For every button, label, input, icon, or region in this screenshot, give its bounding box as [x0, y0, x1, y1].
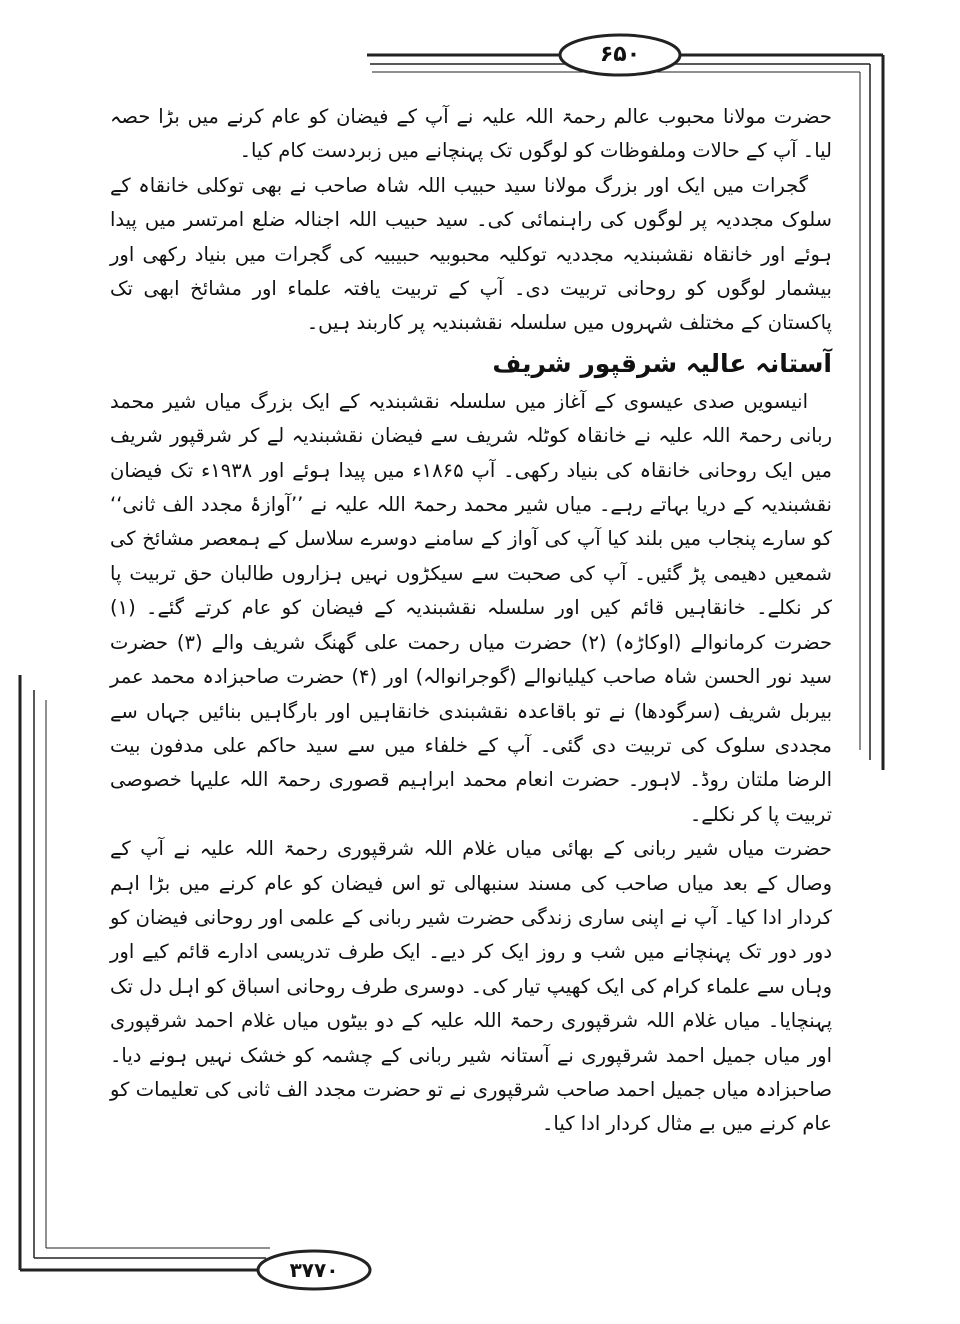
paragraph-4: حضرت میاں شیر ربانی کے بھائی میاں غلام اللہ شرقپوری رحمۃ اللہ علیہ نے آپ کے وصال کے بعد میاں صاحب کی مسند سنبھالی تو اس فیضان کو عام کرنے میں بڑا اہم کردار ادا کیا۔ آپ نے اپنی ساری زندگی حضرت شیر ربانی کے علمی اور روحانی فیضان کو دور دور تک پہنچانے میں شب و روز ایک کر دیے۔ ایک طرف تدریسی ادارے قائم کیے اور وہاں سے علماء کرام کی ایک کھیپ تیار کی۔ دوسری طرف روحانی اسباق کو اہل دل تک پہنچایا۔ میاں غلام اللہ شرقپوری رحمۃ اللہ علیہ کے دو بیٹوں میاں غلام احمد شرقپوری اور میاں جمیل احمد شرقپوری نے آستانہ شیر ربانی کے چشمہ کو خشک نہیں ہونے دیا۔ صاحبزادہ میاں جمیل احمد صاحب شرقپوری نے تو حضرت مجدد الف ثانی کی تعلیمات کو عام کرنے میں بے مثال کردار ادا کیا۔ — [110, 837, 832, 1136]
section-heading: آستانہ عالیہ شرقپور شریف — [492, 348, 832, 378]
main-text — [110, 100, 832, 1142]
paragraph-1: حضرت مولانا محبوب عالم رحمۃ اللہ علیہ نے آپ کے فیضان کو عام کرنے میں بڑا حصہ لیا۔ آپ کے حالات وملفوظات کو لوگوں تک پہنچانے میں زبردست کام کیا۔ — [110, 105, 832, 163]
paragraph-2: گجرات میں ایک اور بزرگ مولانا سید حبیب اللہ شاہ صاحب نے بھی توکلی خانقاہ کے سلوک مجددیہ پر لوگوں کی راہنمائی کی۔ سید حبیب اللہ اجنالہ ضلع امرتسر میں پیدا ہوئے اور خانقاہ نقشبندیہ مجددیہ توکلیہ محبوبیہ حبیبیہ کی گجرات میں بنیاد رکھی اور بیشمار لوگوں کو روحانی تربیت دی۔ آپ کے تربیت یافتہ علماء اور مشائخ ابھی تک پاکستان کے مختلف شہروں میں سلسلہ نقشبندیہ پر کاربند ہیں۔ — [110, 173, 832, 335]
paragraph-3: انیسویں صدی عیسوی کے آغاز میں سلسلہ نقشبندیہ کے ایک بزرگ میاں شیر محمد ربانی رحمۃ اللہ علیہ نے خانقاہ کوٹلہ شریف سے فیضان نقشبندیہ لے کر شرقپور شریف میں ایک روحانی خانقاہ کی بنیاد رکھی۔ آپ ۱۸۶۵ء میں پیدا ہوئے اور ۱۹۳۸ء تک فیضان نقشبندیہ کے دریا بہاتے رہے۔ میاں شیر محمد رحمۃ اللہ علیہ نے ’’آوازۂ مجدد الف ثانی‘‘ کو سارے پنجاب میں بلند کیا آپ کی آواز کے سامنے دوسرے سلاسل کے ہمعصر مشائخ کی شمعیں دھیمی پڑ گئیں۔ آپ کی صحبت سے سیکڑوں نہیں ہزاروں طالبان حق تربیت پا کر نکلے۔ خانقاہیں قائم کیں اور سلسلہ نقشبندیہ کے فیضان کو عام کرتے گئے۔ (۱) حضرت کرمانوالے (اوکاڑہ) (۲) حضرت میاں رحمت علی گھنگ شریف والے (۳) حضرت سید نور الحسن شاہ صاحب کیلیانوالے (گوجرانوالہ) اور (۴) حضرت صاحبزادہ محمد عمر بیربل شریف (سرگودھا) نے تو باقاعدہ نقشبندی خانقاہیں اور بارگاہیں بنائیں جہاں سے مجددی سلوک کی تربیت دی گئی۔ آپ کے خلفاء میں سے سید حاکم علی مدفون بیت الرضا ملتان روڈ۔ لاہور۔ حضرت انعام محمد ابراہیم قصوری رحمۃ اللہ علیہا خصوصی تربیت پا کر نکلے۔ — [110, 389, 833, 826]
top-page-number: ۶۵۰ — [599, 42, 641, 67]
bottom-page-number: ۳۷۷۰ — [289, 1258, 339, 1282]
